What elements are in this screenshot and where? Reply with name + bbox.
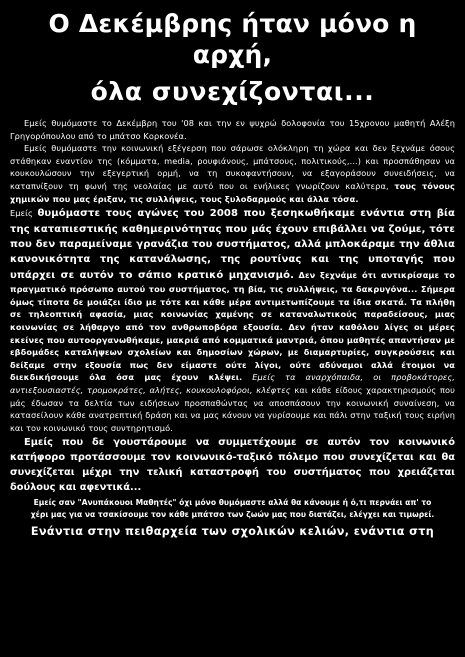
paragraph-3-italic: Εμείς τα αναρχόπαιδα, οι προβοκάτορες, αντιεξουσιαστές, τρομοκράτες, αλήτες, κουκουλοφόροι, κλέφτες: [10, 372, 456, 395]
poster-body: [10, 117, 455, 539]
paragraph-3-large: θυμόμαστε τους αγώνες του 2008 που ξεσηκωθήκαμε ενάντια στη βία της καταπιεστικής καθημερινότητας που μάς έχουν επιβάλλει να ζούμε, τότε που δεν παραμείναμε γρανάζια του συστήματος, αλλά μπλοκάραμε την άθλια κανονικότητα της κατανάλωσης, της ρουτίνας και της υποταγής που υπάρχει σε αυτόν το σάπιο κρατικό μηχανισμό.: [10, 208, 456, 281]
paragraph-3-lead: Εμείς: [10, 208, 33, 219]
paragraph-5-line-1: Εμείς σαν "Ανυπάκουοι Μαθητές" όχι μόνο θυμόμαστε αλλά θα κάνουμε ή ό,τι περνάει απ' το: [33, 498, 432, 508]
paragraph-2-text: Εμείς θυμόμαστε την κοινωνική εξέγερση που σάρωσε ολόκληρη τη χώρα και δεν ξεχνάμε όσους στάθηκαν εναντίον της (κόμματα, media, ρουφιάνους, μπάτσους, πολιτικούς,...) και προσπάθησαν να κουκουλώσουν την εξεγερτική ορμή, να τη συκοφαντήσουν, να εξαγοράσουν συνειδήσεις, να καταπνίξουν τη φωνή της νεολαίας με αυτό που οι ενήλικες γνωρίζουν καλύτερα,: [10, 143, 455, 191]
paragraph-3: [10, 206, 455, 434]
title-line-2: όλα συνεχίζονται...: [90, 77, 375, 106]
paragraph-3-tail: και κάθε είδους χαρακτηρισμούς που μάς έδωσαν τα δελτία των ειδήσεων προσπαθώντας να αποσπάσουν την κοινωνική συναίνεση, να κατασείλουν κάθε ανατρεπτική δράση και να μας κάνουν να γυρίσουμε και πάλι στην ταξική τους ειρήνη και τον κοινωνικό τους συντηρητισμό.: [10, 384, 455, 433]
paragraph-4: Εμείς που δε γουστάρουμε να συμμετέχουμε σε αυτόν τον κοινωνικό κατήφορο προτάσσουμε τον κοινωνικό-ταξικό πόλεμο που συνεχίζεται και θα συνεχίζεται μέχρι την τελική καταστροφή του συστήματος που χρειάζεται δούλους και αφεντικά...: [10, 437, 455, 494]
closing-line: Ενάντια στην πειθαρχεία των σχολικών κελιών, ενάντια στη: [30, 524, 435, 538]
title-line-1: Ο Δεκέμβρης ήταν μόνο η αρχή,: [48, 9, 417, 69]
paragraph-3-bold: Δεν ξεχνάμε ότι αντικρίσαμε το πραγματικό πρόσωπο αυτού του συστήματος, τη βία, τις συλλήψεις, τα δακρυγόνα... Σήμερα όμως τίποτα δε μοιάζει ίδιο με τότε και κάθε μέρα αντιμετωπίζουμε τα ίδια σκατά. Τα πλήθη σε τηλεοπτική αφασία, μιας κοινωνίας χαμένης σε καταναλωτικούς παραδείσους, μιας κοινωνίας σε λήθαργο από τον ανθρωποβόρα εξουσία. Δεν ήταν καθόλου λίγες οι μέρες εκείνες που αυτοοργανωθήκαμε, μακριά από κομματικά μαντριά, όπου μαθητές απαντήσαν με εβδομάδες καταλήψεων σχολείων και δημοσίων χώρων, με διαμαρτυρίες, συγκρούσεις και δείξαμε στην εξουσία πως δεν είμαστε ούτε λίγοι, ούτε αδύναμοι αλλά έτοιμοι να διεκδικήσουμε όλα όσα μας έχουν κλέψει.: [10, 269, 455, 383]
paragraph-2: [10, 142, 455, 205]
paragraph-1: Εμείς θυμόμαστε το Δεκέμβρη του '08 και την εν ψυχρώ δολοφονία του 15χρονου μαθητή Αλέξη Γρηγορόπουλου από το μπάτσο Κορκονέα.: [10, 118, 455, 141]
paragraph-2-bold: τους τόνους χημικών που μας έριξαν, τις συλλήψεις, τους ξυλοδαρμούς και άλλα τόσα.: [10, 180, 456, 204]
paragraph-5-line-2: χέρι μας για να τσακίσουμε τον κάθε μπάτσο των ζωών μας που διατάζει, ελέγχει και τιμωρεί.: [30, 509, 435, 519]
